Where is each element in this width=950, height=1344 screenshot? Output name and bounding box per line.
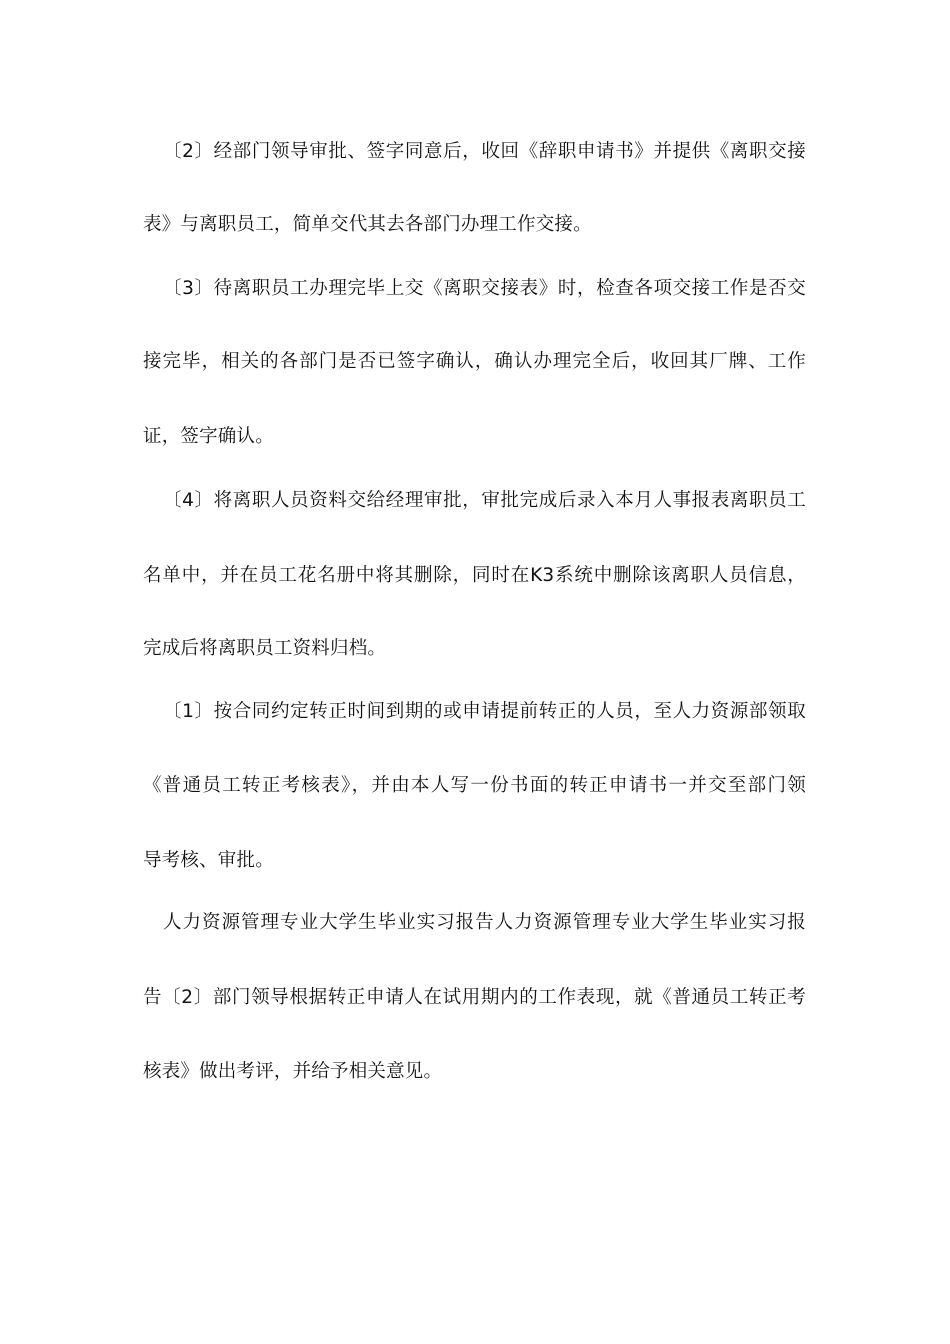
text-line: 人力资源管理专业大学生毕业实习报告人力资源管理专业大学生毕业实习报 bbox=[163, 912, 806, 933]
text-line: 〔3〕待离职员工办理完毕上交《离职交接表》时，检查各项交接工作是否交 bbox=[163, 278, 806, 299]
text-line: 表》与离职员工，简单交代其去各部门办理工作交接。 bbox=[143, 214, 592, 235]
text-line: 〔2〕经部门领导审批、签字同意后，收回《辞职申请书》并提供《离职交接 bbox=[163, 141, 806, 162]
text-line: 核表》做出考评，并给予相关意见。 bbox=[143, 1061, 443, 1082]
text-line: 告〔2〕部门领导根据转正申请人在试用期内的工作表现，就《普通员工转正考 bbox=[143, 987, 806, 1008]
text-line: 完成后将离职员工资料归档。 bbox=[143, 638, 387, 659]
text-line: 接完毕，相关的各部门是否已签字确认，确认办理完全后，收回其厂牌、工作 bbox=[143, 351, 806, 372]
text-line: 《普通员工转正考核表》，并由本人写一份书面的转正申请书一并交至部门领 bbox=[143, 775, 806, 796]
text-line: 导考核、审批。 bbox=[143, 850, 274, 871]
text-line: 名单中，并在员工花名册中将其删除，同时在K3系统中删除该离职人员信息， bbox=[143, 565, 806, 586]
text-line: 证，签字确认。 bbox=[143, 426, 274, 447]
text-line: 〔4〕将离职人员资料交给经理审批，审批完成后录入本月人事报表离职员工 bbox=[163, 490, 806, 511]
text-line: 〔1〕按合同约定转正时间到期的或申请提前转正的人员，至人力资源部领取 bbox=[163, 701, 806, 722]
